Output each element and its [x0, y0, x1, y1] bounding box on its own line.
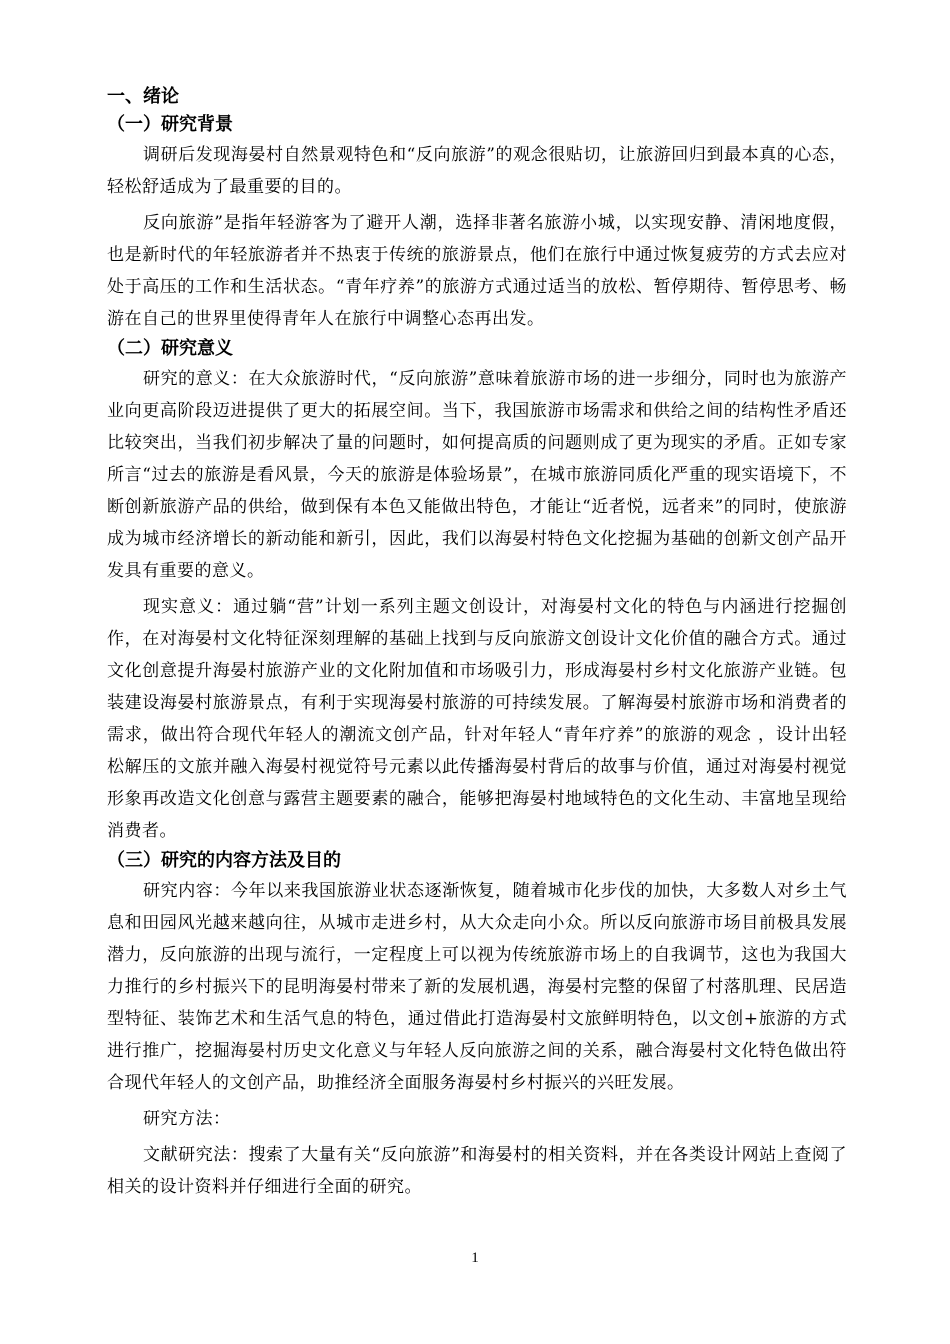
paragraph: 研究方法：	[143, 1109, 231, 1129]
section-title-content-methods: （三）研究的内容方法及目的	[107, 850, 341, 871]
section-title-background: （一）研究背景	[107, 114, 233, 135]
document-page	[107, 83, 847, 1203]
page-number: 1	[471, 1250, 479, 1266]
paragraph: 反向旅游”是指年轻游客为了避开人潮，选择非著名旅游小城，以实现安静、清闲地度假，也是新时代的年轻旅游者并不热衷于传统的旅游景点，他们在旅行中通过恢复疲劳的方式去应对处于高压的工作和生活状态。“青年疗养”的旅游方式通过适当的放松、暂停期待、暂停思考、畅游在自己的世界里使得青年人在旅行中调整心态再出发。	[107, 213, 847, 329]
chapter-heading: 一、绪论	[107, 86, 179, 107]
section-title-significance: （二）研究意义	[107, 338, 233, 359]
paragraph: 研究的意义：在大众旅游时代，“反向旅游”意味着旅游市场的进一步细分，同时也为旅游产业向更高阶段迈进提供了更大的拓展空间。当下，我国旅游市场需求和供给之间的结构性矛盾还比较突出，当我们初步解决了量的问题时，如何提高质的问题则成了更为现实的矛盾。正如专家所言“过去的旅游是看风景，今天的旅游是体验场景”，在城市旅游同质化严重的现实语境下，不断创新旅游产品的供给，做到保有本色又能做出特色，才能让“近者悦，远者来”的同时，使旅游成为城市经济增长的新动能和新引，因此，我们以海晏村特色文化挖掘为基础的创新文创产品开发具有重要的意义。	[107, 369, 847, 581]
paragraph: 研究内容：今年以来我国旅游业状态逐渐恢复，随着城市化步伐的加快，大多数人对乡土气息和田园风光越来越向往，从城市走进乡村，从大众走向小众。所以反向旅游市场目前极具发展潜力，反向旅游的出现与流行，一定程度上可以视为传统旅游市场上的自我调节，这也为我国大力推行的乡村振兴下的昆明海晏村带来了新的发展机遇，海晏村完整的保留了村落肌理、民居造型特征、装饰艺术和生活气息的特色，通过借此打造海晏村文旅鲜明特色，以文创+旅游的方式进行推广，挖掘海晏村历史文化意义与年轻人反向旅游之间的关系，融合海晏村文化特色做出符合现代年轻人的文创产品，助推经济全面服务海晏村乡村振兴的兴旺发展。	[107, 881, 847, 1093]
paragraph: 现实意义：通过躺“营”计划一系列主题文创设计，对海晏村文化的特色与内涵进行挖掘创作，在对海晏村文化特征深刻理解的基础上找到与反向旅游文创设计文化价值的融合方式。通过文化创意提升海晏村旅游产业的文化附加值和市场吸引力，形成海晏村乡村文化旅游产业链。包装建设海晏村旅游景点，有利于实现海晏村旅游的可持续发展。了解海晏村旅游市场和消费者的需求，做出符合现代年轻人的潮流文创产品，针对年轻人“青年疗养”的旅游的观念 ，设计出轻松解压的文旅并融入海晏村视觉符号元素以此传播海晏村背后的故事与价值，通过对海晏村视觉形象再改造文化创意与露营主题要素的融合，能够把海晏村地域特色的文化生动、丰富地呈现给消费者。	[107, 597, 847, 841]
paragraph: 调研后发现海晏村自然景观特色和“反向旅游”的观念很贴切，让旅游回归到最本真的心态，轻松舒适成为了最重要的目的。	[107, 145, 847, 197]
paragraph: 文献研究法：搜索了大量有关“反向旅游”和海晏村的相关资料，并在各类设计网站上查阅了相关的设计资料并仔细进行全面的研究。	[107, 1145, 847, 1197]
